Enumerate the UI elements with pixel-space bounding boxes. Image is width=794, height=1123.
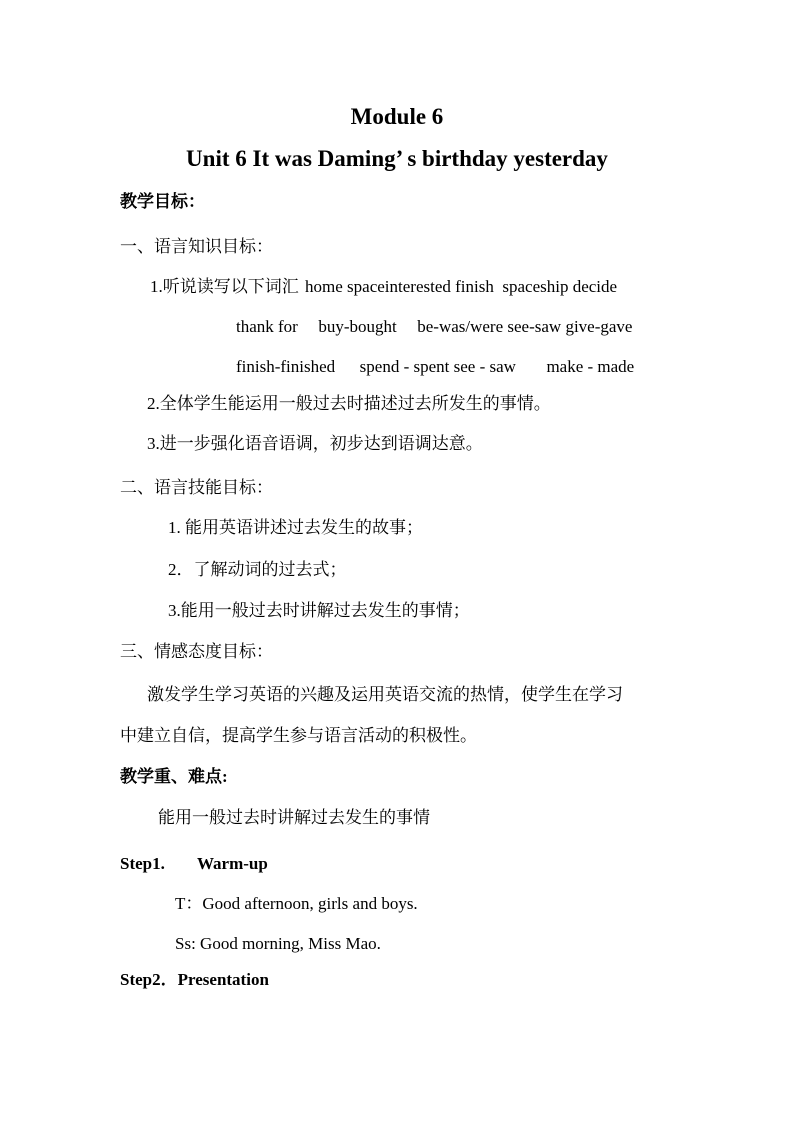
language-skills-heading: 二、语言技能目标： xyxy=(120,478,273,497)
skills-item-1: 1. 能用英语讲述过去发生的故事； xyxy=(168,518,423,537)
step1-students-line: Ss: Good morning, Miss Mao. xyxy=(175,934,381,953)
key-points-content: 能用一般过去时讲解过去发生的事情 xyxy=(158,808,430,827)
vocab-word: see-saw xyxy=(507,317,562,336)
vocab-word: finish-finished xyxy=(236,357,336,376)
step2-label xyxy=(120,969,269,991)
vocab-word: see - saw xyxy=(453,357,516,376)
vocab-row-1 xyxy=(150,276,617,298)
skills-item-2: 2．了解动词的过去式； xyxy=(168,560,347,579)
attitude-heading: 三、情感态度目标： xyxy=(120,642,273,661)
vocab-word: interested xyxy=(384,277,451,296)
step2-heading: Step2．Presentation xyxy=(120,970,269,989)
step1-label: Step1. xyxy=(120,854,165,873)
step1-teacher-line: T：Good afternoon, girls and boys. xyxy=(175,894,418,913)
step1-title: Warm-up xyxy=(197,854,268,873)
vocab-word: buy-bought xyxy=(318,317,397,336)
vocab-word: be-was/were xyxy=(417,317,504,336)
vocab-row-2 xyxy=(236,316,632,338)
language-knowledge-heading: 一、语言知识目标： xyxy=(120,237,273,256)
vocab-word: home xyxy=(305,277,343,296)
vocab-word: spaceship xyxy=(502,277,569,296)
vocab-word: give-gave xyxy=(565,317,633,336)
knowledge-item-2: 2.全体学生能运用一般过去时描述过去所发生的事情。 xyxy=(147,394,551,413)
vocab-word: spend - spent xyxy=(359,357,450,376)
vocab-word: decide xyxy=(572,277,618,296)
unit-title: Unit 6 It was Daming’ s birthday yesterday xyxy=(186,146,608,171)
objectives-heading: 教学目标： xyxy=(120,192,205,211)
vocab-word: thank for xyxy=(236,317,298,336)
vocab-word: space xyxy=(347,277,385,296)
vocab-word: make - made xyxy=(546,357,635,376)
module-title: Module 6 xyxy=(350,104,444,129)
attitude-line-1: 激发学生学习英语的兴趣及运用英语交流的热情，使学生在学习 xyxy=(147,685,623,704)
vocab-item1-prefix: 1.听说读写以下词汇 xyxy=(150,277,299,296)
knowledge-item-3: 3.进一步强化语音语调，初步达到语调达意。 xyxy=(147,434,483,453)
vocab-word: finish xyxy=(455,277,494,296)
vocab-row-3 xyxy=(236,356,634,378)
skills-item-3: 3.能用一般过去时讲解过去发生的事情； xyxy=(168,601,470,620)
key-points-heading: 教学重、难点: xyxy=(120,767,228,786)
attitude-line-2: 中建立自信，提高学生参与语言活动的积极性。 xyxy=(120,726,477,745)
